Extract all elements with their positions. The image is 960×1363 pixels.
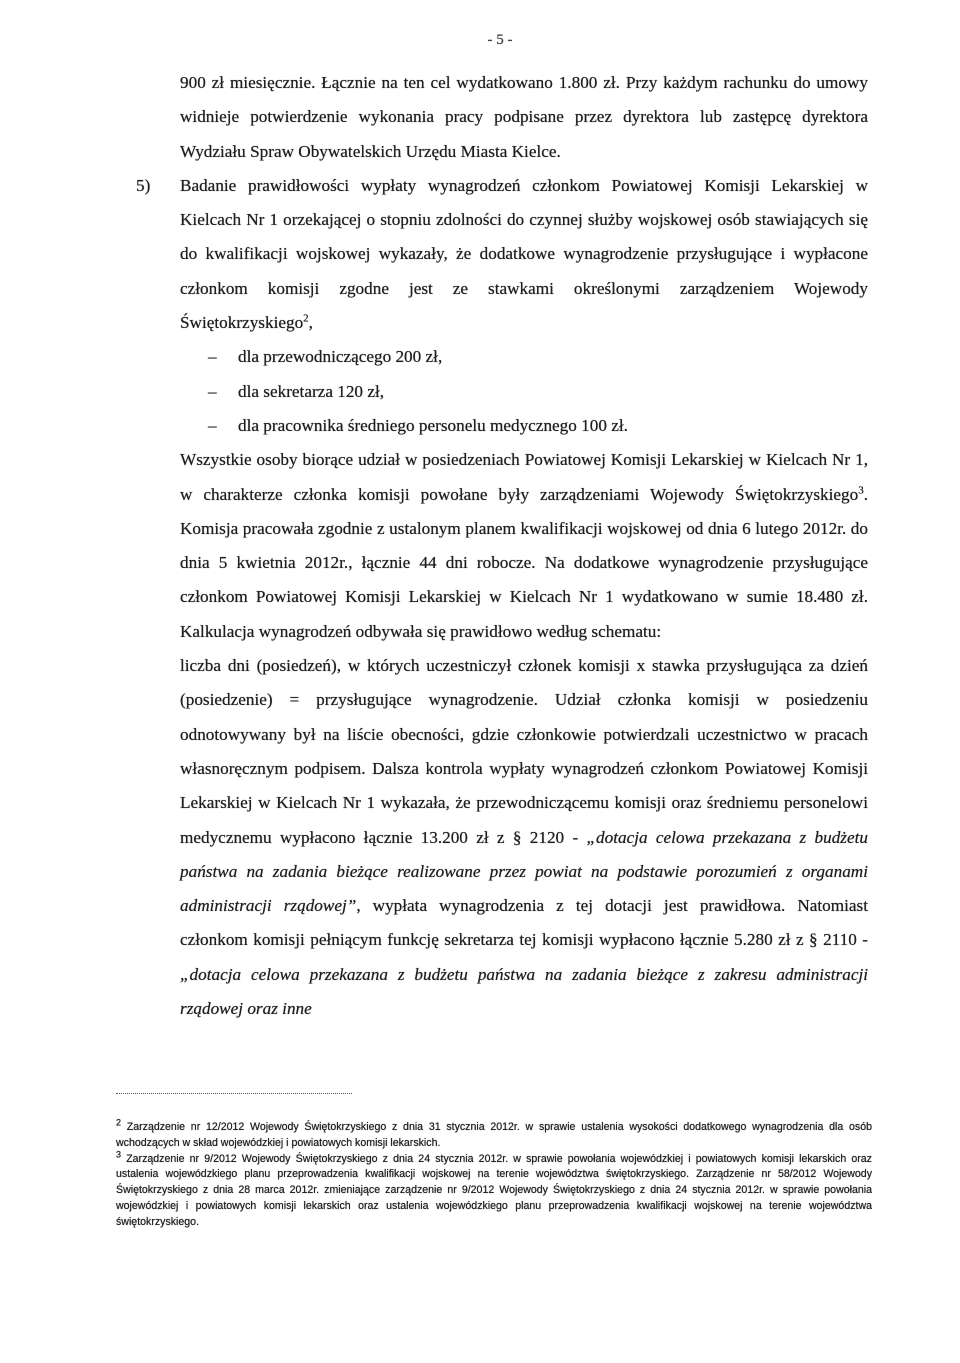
rate-text: dla sekretarza 120 zł, (238, 381, 385, 401)
dash-bullet: – (208, 347, 217, 367)
footnote-number: 3 (116, 1149, 122, 1160)
footnote-separator (116, 1093, 352, 1094)
members-text-b: . Komisja pracowała zgodnie z ustalonym planem kwalifikacji wojskowej od dnia 6 lutego 2012r. do dnia 5 kwietnia 2012r., łącznie 44 dni robocze. Na dodatkowe wynagrodzenie przysługujące członkom Powiatowej Komisji Lekarskiej w Kielcach Nr 1 wydatkowano w sumie 18.480 zł. Kalkulacja wynagrodzeń odbywała się prawidłowo według schematu: (180, 484, 868, 641)
footnote-ref-3: 3 (858, 483, 864, 496)
dash-bullet: – (208, 415, 217, 435)
page-number: - 5 - (487, 32, 513, 48)
rate-text: dla przewodniczącego 200 zł, (238, 347, 443, 367)
paragraph-formula (180, 649, 868, 1026)
formula-text-cont: , wypłata wynagrodzenia z tej dotacji jest prawidłowa. Natomiast członkom komisji pełniącym funkcję sekretarza tej komisji wypłacono łącznie 5.280 zł z § 2110 - (180, 896, 868, 950)
paragraph-members (180, 443, 868, 649)
footnote-text: Zarządzenie nr 12/2012 Wojewody Świętokrzyskiego z dnia 31 stycznia 2012r. w sprawie ustalenia wysokości dodatkowego wynagrodzenia dla osób wchodzących w skład wojewódzkiej i powiatowych komisji lekarskich. (116, 1121, 872, 1149)
footnote-ref-2: 2 (303, 312, 309, 325)
item-5-text: Badanie prawidłowości wypłaty wynagrodzeń członkom Powiatowej Komisji Lekarskiej w Kielcach Nr 1 orzekającej o stopniu zdolności do czynnej służby wojskowej osób stawiających się do kwalifikacji wojskowej wykazały, że dodatkowe wynagrodzenie przysługujące i wypłacone członkom komisji zgodne jest ze stawkami określonymi zarządzeniem Wojewody Świętokrzyskiego (180, 175, 868, 333)
footnotes (116, 1117, 872, 1231)
footnote-text: Zarządzenie nr 9/2012 Wojewody Świętokrzyskiego z dnia 24 stycznia 2012r. w sprawie powołania wojewódzkiej i powiatowych komisji lekarskich oraz ustalenia wojewódzkiego planu przeprowadzenia kwalifikacji wojskowej na terenie województwa świętokrzyskiego. Zarządzenie nr 58/2012 Wojewody Świętokrzyskiego z dnia 28 marca 2012r. zmieniające zarządzenie nr 9/2012 Wojewody Świętokrzyskiego z dnia 24 stycznia 2012r. w sprawie powołania wojewódzkiej i powiatowych komisji lekarskich oraz ustalenia wojewódzkiego planu przeprowadzenia kwalifikacji wojskowej na terenie województwa świętokrzyskiego. (116, 1152, 872, 1228)
footnote-3 (116, 1149, 872, 1231)
footnote-number: 2 (116, 1117, 122, 1128)
formula-italic-2: „dotacja celowa przekazana z budżetu państwa na zadania bieżące z zakresu administracji rządowej oraz inne (180, 964, 868, 1019)
rates-list (180, 340, 868, 443)
item-5-paragraph (180, 169, 868, 340)
paragraph-continuation: 900 zł miesięcznie. Łącznie na ten cel wydatkowano 1.800 zł. Przy każdym rachunku do umowy widnieje potwierdzenie wykonania pracy podpisane przez dyrektora lub zastępcę dyrektora Wydziału Spraw Obywatelskich Urzędu Miasta Kielce. (180, 73, 868, 161)
rate-item (180, 375, 868, 409)
dash-bullet: – (208, 381, 217, 401)
item-5-text-end: , (308, 313, 313, 333)
rate-item (180, 409, 868, 443)
formula-text: liczba dni (posiedzeń), w których uczestniczył członek komisji x stawka przysługująca za dzień (posiedzenie) = przysługujące wynagrodzenie. Udział członka komisji w posiedzeniu odnotowywany był na liście obecności, gdzie członkowie potwierdzali uczestnictwo w pracach własnoręcznym podpisem. Dalsza kontrola wypłaty wynagrodzeń członkom Powiatowej Komisji Lekarskiej w Kielcach Nr 1 wykazała, że przewodniczącemu komisji oraz średniemu personelowi medycznemu wypłacono łącznie 13.200 zł z § 2120 - (180, 656, 868, 847)
rate-item (180, 340, 868, 374)
item-number: 5) (136, 175, 151, 195)
rate-text: dla pracownika średniego personelu medycznego 100 zł. (238, 415, 628, 435)
item-5 (136, 169, 868, 340)
members-text-a: Wszystkie osoby biorące udział w posiedzeniach Powiatowej Komisji Lekarskiej w Kielcach Nr 1, w charakterze członka komisji powołane były zarządzeniami Wojewody Świętokrzyskiego (180, 450, 868, 504)
body-text (136, 66, 868, 1026)
formula-italic: „dotacja celowa przekazana z budżetu państwa na zadania bieżące realizowane przez powiat na podstawie porozumień z organami administracji rządowej” (180, 827, 868, 916)
footnote-2 (116, 1117, 872, 1152)
